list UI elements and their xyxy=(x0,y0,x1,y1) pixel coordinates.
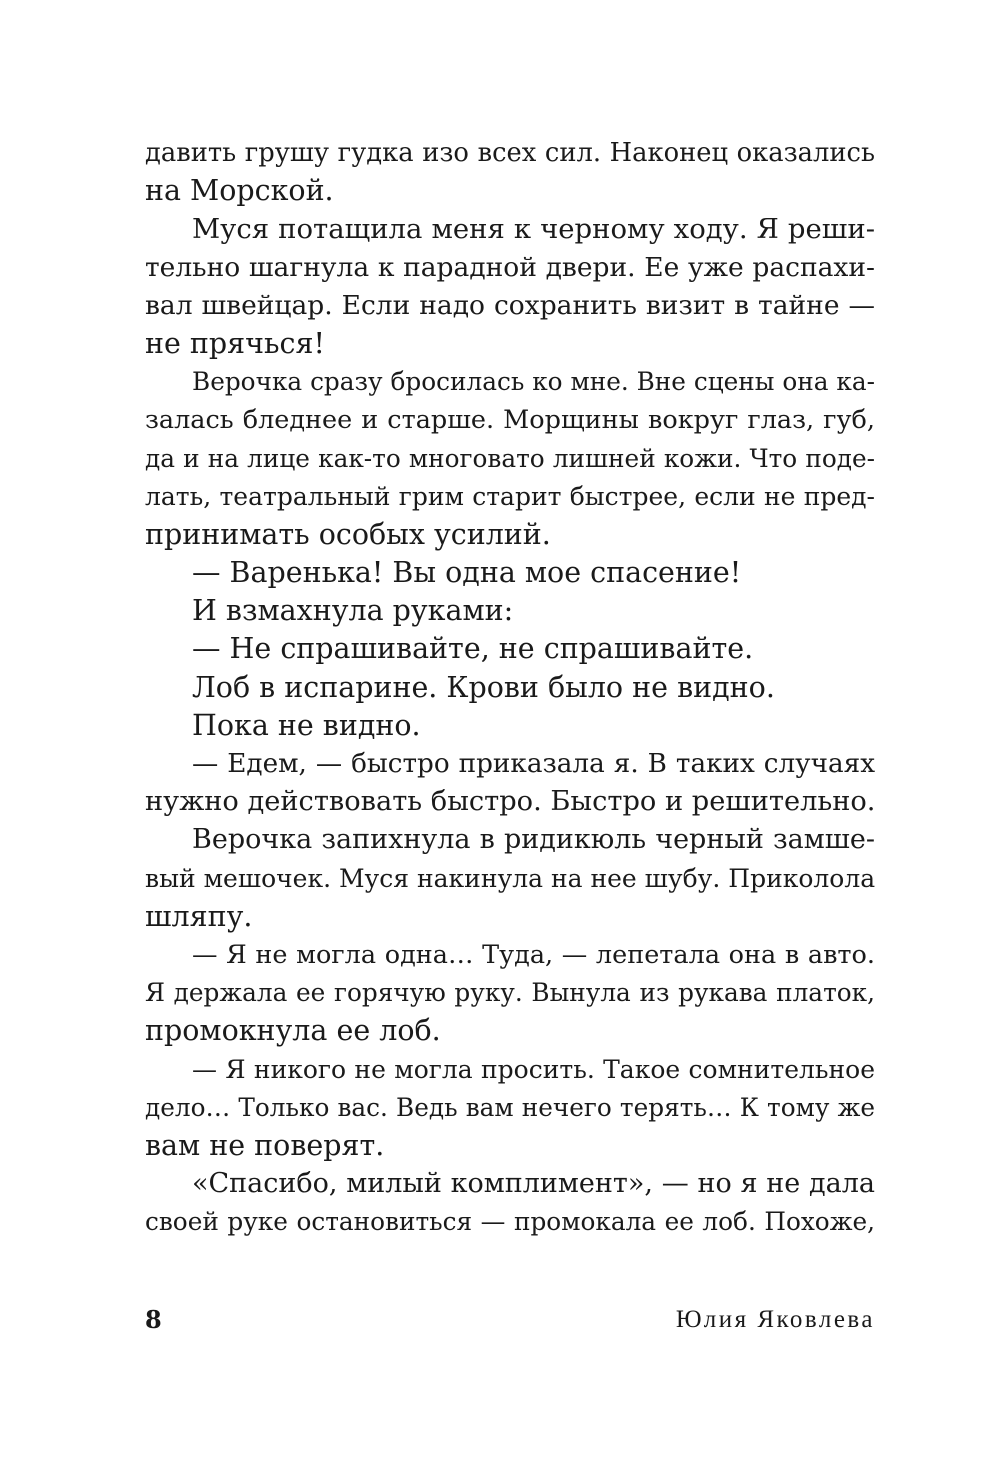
text-line: Пока не видно. xyxy=(192,708,421,742)
text-line: не прячься! xyxy=(145,326,325,360)
page-footer xyxy=(145,1305,875,1335)
text-line: дело… Только вас. Ведь вам нечего терять… К тому же xyxy=(145,1092,875,1122)
text-line: давить грушу гудка изо всех сил. Наконец оказались xyxy=(145,138,875,168)
text-line: «Спасибо, милый комплимент», — но я не дала xyxy=(192,1168,875,1200)
text-line: И взмахнула руками: xyxy=(192,594,514,628)
text-line: — Варенька! Вы одна мое спасение! xyxy=(192,556,742,590)
text-line: да и на лице как-то многовато лишней кожи. Что поде- xyxy=(145,443,875,473)
text-line: вам не поверят. xyxy=(145,1128,385,1162)
text-line: — Не спрашивайте, не спрашивайте. xyxy=(192,632,754,666)
text-line: — Я не могла одна… Туда, — лепетала она в авто. xyxy=(192,939,875,970)
text-line: промокнула ее лоб. xyxy=(145,1014,441,1048)
text-line: своей руке остановиться — промокала ее лоб. Похоже, xyxy=(145,1207,875,1237)
text-line: нужно действовать быстро. Быстро и решительно. xyxy=(145,786,876,818)
text-line: лать, театральный грим старит быстрее, если не пред- xyxy=(145,481,875,511)
running-footer-author: Юлия Яковлева xyxy=(675,1306,875,1333)
text-line: Верочка запихнула в ридикюль черный замше- xyxy=(192,824,875,856)
text-line: Верочка сразу бросилась ко мне. Вне сцены она ка- xyxy=(192,367,875,397)
page-number: 8 xyxy=(145,1305,162,1334)
text-line: на Морской. xyxy=(145,174,334,208)
text-line: тельно шагнула к парадной двери. Ее уже распахи- xyxy=(145,251,875,283)
text-line: Лоб в испарине. Крови было не видно. xyxy=(192,670,775,704)
text-line: вый мешочек. Муся накинула на нее шубу. Приколола xyxy=(145,863,876,893)
text-line: Муся потащила меня к черному ходу. Я реши- xyxy=(192,213,875,246)
text-line: — Едем, — быстро приказала я. В таких случаях xyxy=(192,749,875,779)
text-line: залась бледнее и старше. Морщины вокруг глаз, губ, xyxy=(145,405,875,436)
text-line: шляпу. xyxy=(145,899,253,933)
text-line: — Я никого не могла просить. Такое сомнительное xyxy=(192,1054,875,1084)
text-line: принимать особых усилий. xyxy=(145,517,551,551)
text-line: вал швейцар. Если надо сохранить визит в тайне — xyxy=(145,289,875,321)
page-body xyxy=(145,134,875,1241)
text-line: Я держала ее горячую руку. Вынула из рукава платок, xyxy=(145,978,875,1008)
